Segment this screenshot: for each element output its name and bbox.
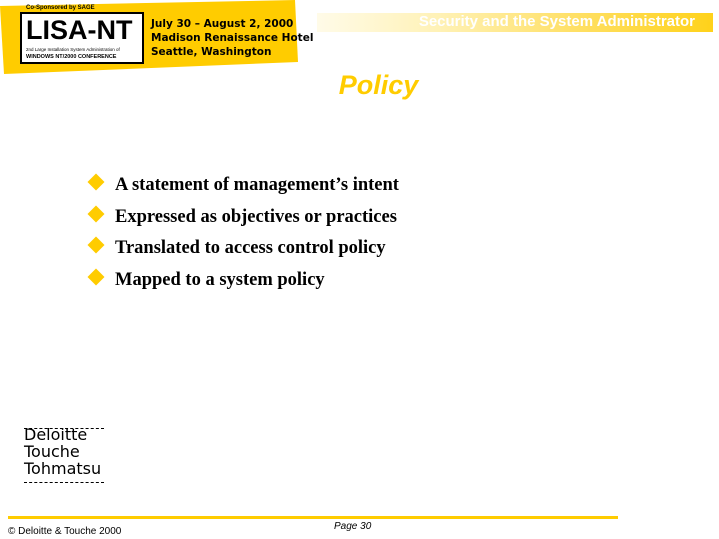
bullet-item [88,175,399,207]
bullet-text: Translated to access control policy [115,238,386,259]
diamond-bullet-icon [88,237,105,254]
header-bar [317,13,713,32]
lisa-nt-logo [20,12,144,64]
logo-sponsor-text: Co-Sponsored by SAGE [26,5,95,11]
bullet-item [88,207,399,239]
event-dates: July 30 – August 2, 2000 [151,18,294,30]
company-logo [24,426,101,477]
company-logo-line-2: Touche [24,442,80,461]
logo-subtitle-2: WINDOWS NT/2000 CONFERENCE [26,54,117,60]
diamond-bullet-icon [88,174,105,191]
logo-name: LISA-NT [26,15,133,45]
event-venue: Madison Renaissance Hotel [151,32,314,44]
company-logo-rule-bottom [24,482,104,483]
event-info [151,17,313,59]
header-title: Security and the System Administrator [418,13,695,30]
bullet-list [88,175,399,301]
page-number: Page 30 [334,521,372,532]
bullet-text: Expressed as objectives or practices [115,206,397,227]
company-logo-line-3: Tohmatsu [24,459,102,478]
slide-title: Policy [338,70,419,100]
bullet-text: A statement of management’s intent [115,175,399,195]
bullet-item [88,238,399,270]
bullet-item [88,270,399,302]
copyright-text: © Deloitte & Touche 2000 [8,526,122,537]
bullet-text: Mapped to a system policy [115,269,325,290]
event-location: Seattle, Washington [151,46,272,58]
company-logo-line-1: Deloitte [24,425,88,444]
diamond-bullet-icon [88,268,105,285]
diamond-bullet-icon [88,205,105,222]
footer-divider [8,516,618,519]
logo-subtitle-1: 2nd Large Installation System Administration of [26,47,120,52]
conference-logo-banner [0,0,314,74]
